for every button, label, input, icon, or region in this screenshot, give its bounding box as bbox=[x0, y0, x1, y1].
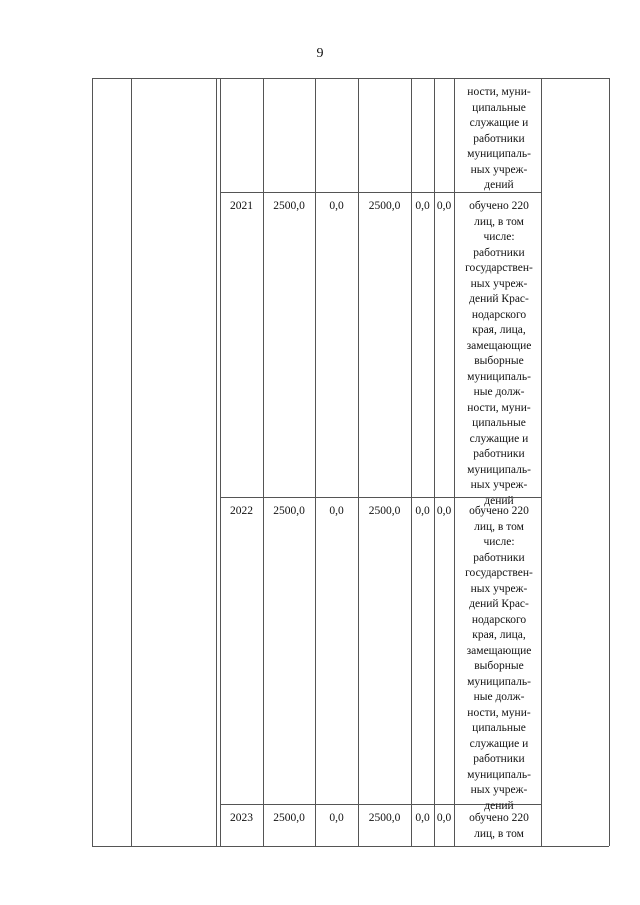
value-cell: 0,0 bbox=[436, 812, 452, 824]
value-cell: 0,0 bbox=[415, 505, 430, 517]
description-cell bbox=[458, 504, 540, 814]
value-cell: 2500,0 bbox=[273, 200, 305, 212]
description-line: работники bbox=[473, 753, 525, 765]
description-line: дений bbox=[484, 179, 514, 191]
description-line: ных учреж- bbox=[470, 163, 528, 176]
description-line: числе: bbox=[483, 231, 515, 243]
description-line: выборные bbox=[474, 355, 524, 367]
column-divider bbox=[358, 78, 359, 846]
description-line: ципальные bbox=[472, 722, 526, 734]
value-cell: 0,0 bbox=[436, 200, 452, 212]
value-cell: 2500,0 bbox=[273, 505, 305, 517]
description-line: муниципаль- bbox=[467, 675, 531, 688]
year-cell: 2021 bbox=[230, 200, 253, 212]
description-line: дений Крас- bbox=[469, 293, 529, 305]
column-divider bbox=[315, 78, 316, 846]
value-cell: 2500,0 bbox=[273, 812, 305, 824]
description-line: государствен- bbox=[465, 262, 533, 274]
description-line: ципальные bbox=[472, 101, 526, 114]
description-line: ные долж- bbox=[473, 386, 525, 398]
description-line: служащие и bbox=[469, 737, 529, 750]
table-border-left bbox=[92, 78, 93, 846]
year-cell: 2022 bbox=[230, 505, 253, 517]
description-line: работники bbox=[473, 132, 525, 145]
column-divider bbox=[434, 78, 435, 846]
value-cell: 2500,0 bbox=[368, 812, 401, 824]
description-line: работники bbox=[473, 448, 525, 460]
value-cell: 2500,0 bbox=[368, 505, 401, 517]
description-line: дений bbox=[484, 799, 514, 812]
description-line: замещающие bbox=[466, 644, 532, 657]
description-cell bbox=[458, 85, 540, 194]
description-line: ности, муни- bbox=[467, 706, 531, 719]
value-cell: 0,0 bbox=[415, 812, 430, 824]
description-line: работники bbox=[473, 551, 525, 564]
description-line: ные долж- bbox=[473, 691, 525, 703]
description-line: выборные bbox=[474, 660, 524, 672]
column-divider bbox=[131, 78, 132, 846]
description-line: нодарского bbox=[471, 613, 527, 626]
description-line: края, лица, bbox=[472, 324, 526, 336]
description-cell bbox=[458, 199, 540, 509]
description-line: числе: bbox=[483, 536, 515, 548]
description-line: муниципаль- bbox=[467, 370, 531, 383]
year-cell: 2023 bbox=[230, 812, 253, 824]
description-line: края, лица, bbox=[472, 629, 526, 641]
value-cell: 2500,0 bbox=[368, 200, 401, 212]
table-border-top bbox=[92, 78, 609, 79]
description-line: работники bbox=[473, 246, 525, 259]
description-line: муниципаль- bbox=[467, 463, 531, 476]
description-line: государствен- bbox=[465, 567, 533, 579]
value-cell: 0,0 bbox=[415, 200, 430, 212]
description-line: лиц, в том bbox=[474, 520, 524, 533]
description-line: служащие и bbox=[469, 117, 529, 129]
column-divider bbox=[216, 78, 217, 846]
description-line: муниципаль- bbox=[467, 148, 531, 160]
description-line: ных учреж- bbox=[470, 784, 528, 796]
description-line: обучено 220 bbox=[469, 200, 529, 212]
description-line: муниципаль- bbox=[467, 768, 531, 781]
value-cell: 0,0 bbox=[436, 505, 452, 517]
description-line: служащие и bbox=[469, 432, 529, 445]
description-line: обучено 220 bbox=[469, 812, 529, 824]
description-line: ных учреж- bbox=[470, 479, 528, 491]
value-cell: 0,0 bbox=[329, 200, 344, 212]
description-line: нодарского bbox=[471, 308, 527, 321]
page-number: 9 bbox=[316, 46, 324, 61]
description-line: ных учреж- bbox=[470, 582, 528, 595]
column-divider bbox=[411, 78, 412, 846]
table-border-bottom bbox=[92, 846, 609, 847]
column-divider bbox=[263, 78, 264, 846]
description-line: замещающие bbox=[466, 339, 532, 352]
column-divider bbox=[220, 78, 221, 846]
description-line: обучено 220 bbox=[469, 505, 529, 517]
description-line: дений Крас- bbox=[469, 598, 529, 610]
description-line: лиц, в том bbox=[474, 827, 524, 840]
description-line: ности, муни- bbox=[467, 401, 531, 414]
description-line: дений bbox=[484, 494, 514, 507]
description-cell bbox=[458, 811, 540, 842]
description-line: лиц, в том bbox=[474, 215, 524, 228]
column-divider bbox=[454, 78, 455, 846]
table-border-right bbox=[609, 78, 610, 846]
value-cell: 0,0 bbox=[329, 505, 344, 517]
description-line: ных учреж- bbox=[470, 277, 528, 290]
value-cell: 0,0 bbox=[329, 812, 344, 824]
description-line: ности, муни- bbox=[467, 86, 531, 98]
description-line: ципальные bbox=[472, 417, 526, 429]
column-divider bbox=[541, 78, 542, 846]
